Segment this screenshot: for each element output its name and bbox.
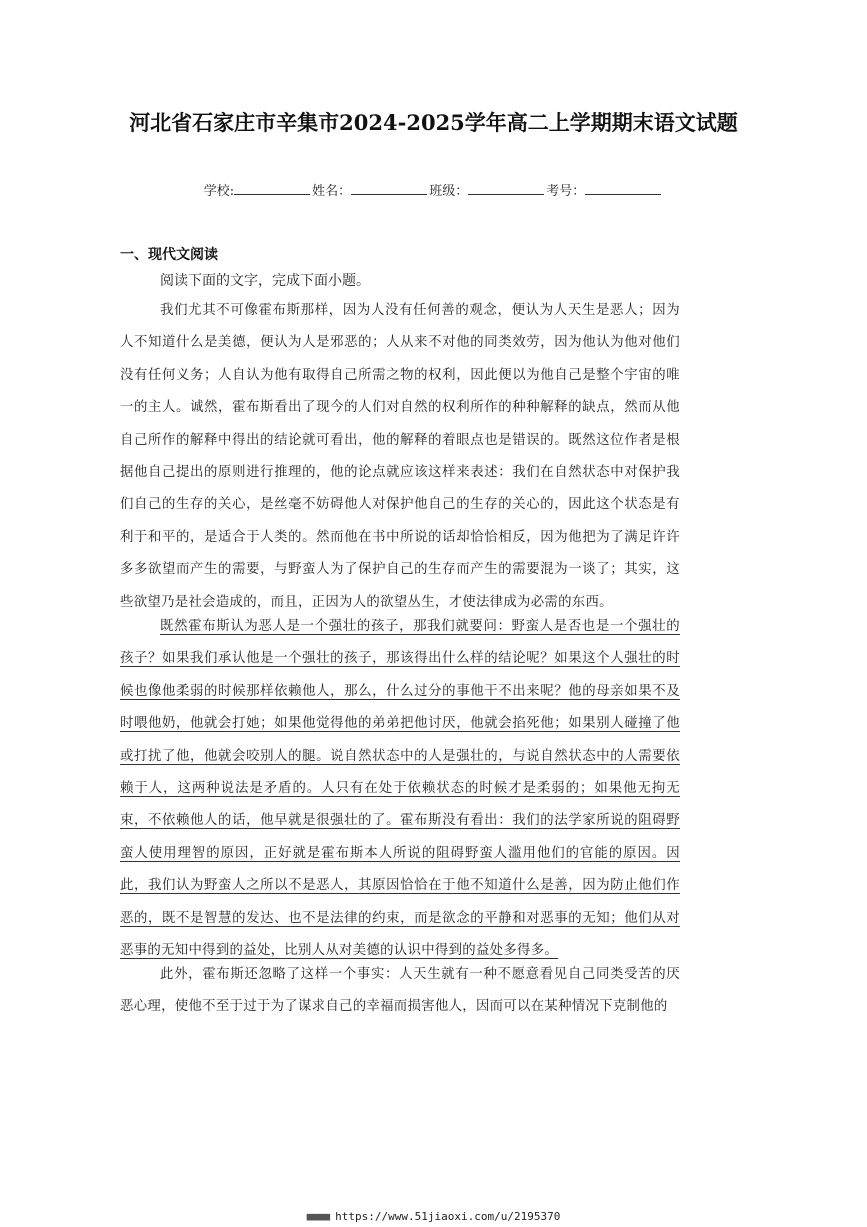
student-info-line bbox=[0, 180, 867, 199]
underlined-passage: 既然霍布斯认为恶人是一个强壮的孩子，那我们就要问：野蛮人是否也是一个强壮的孩子？如果我们承认他是一个强壮的孩子，那该得出什么样的结论呢？如果这个人强壮的时候也像他柔弱的时候那样依赖他人，那么，什么过分的事他干不出来呢？他的母亲如果不及时喂他奶，他就会打她；如果他觉得他的弟弟把他讨厌，他就会掐死他；如果别人碰撞了他或打扰了他，他就会咬别人的腿。说自然状态中的人是强壮的，与说自然状态中的人需要依赖于人，这两种说法是矛盾的。人只有在处于依赖状态的时候才是柔弱的；如果他无拘无束，不依赖他人的话，他早就是很强壮的了。霍布斯没有看出：我们的法学家所说的阻碍野蛮人使用理智的原因，正好就是霍布斯本人所说的阻碍野蛮人滥用他们的官能的原因。因此，我们认为野蛮人之所以不是恶人，其原因恰恰在于他不知道什么是善，因为防止他们作恶的，既不是智慧的发达、也不是法律的约束，而是欲念的平静和对恶事的无知；他们从对恶事的无知中得到的益处，比别人从对美德的认识中得到的益处多得多。 bbox=[120, 619, 680, 959]
class-blank[interactable] bbox=[468, 182, 544, 195]
exam-no-label: 考号： bbox=[546, 184, 586, 199]
class-label: 班级： bbox=[429, 184, 469, 199]
name-label: 姓名： bbox=[312, 184, 352, 199]
reading-instruction: 阅读下面的文字，完成下面小题。 bbox=[160, 273, 370, 289]
exam-no-blank[interactable] bbox=[585, 182, 661, 195]
page-footer bbox=[0, 1210, 867, 1223]
paragraph-2-underlined bbox=[120, 611, 680, 967]
school-blank[interactable] bbox=[234, 182, 310, 195]
paragraph-1: 我们尤其不可像霍布斯那样，因为人没有任何善的观念，便认为人天生是恶人；因为人不知道什么是美德，便认为人是邪恶的；人从来不对他的同类效劳，因为他认为他对他们没有任何义务；人自认为他有取得自己所需之物的权利，因此便以为他自己是整个宇宙的唯一的主人。诚然，霍布斯看出了现今的人们对自然的权利所作的种种解释的缺点，然而从他自己所作的解释中得出的结论就可看出，他的解释的着眼点也是错误的。既然这位作者是根据他自己提出的原则进行推理的，他的论点就应该这样来表述：我们在自然状态中对保护我们自己的生存的关心，是丝毫不妨碍他人对保护他自己的生存的关心的，因此这个状态是有利于和平的，是适合于人类的。然而他在书中所说的话却恰恰相反，因为他把为了满足许许多多欲望而产生的需要，与野蛮人为了保护自己的生存而产生的需要混为一谈了；其实，这些欲望乃是社会造成的，而且，正因为人的欲望丛生，才使法律成为必需的东西。 bbox=[120, 303, 680, 610]
school-label: 学校: bbox=[203, 184, 235, 199]
footer-url[interactable]: https://www.51jiaoxi.com/u/2195370 bbox=[335, 1210, 561, 1223]
paragraph-3: 此外，霍布斯还忽略了这样一个事实：人天生就有一种不愿意看见自己同类受苦的厌恶心理，使他不至于过于为了谋求自己的幸福而损害他人，因而可以在某种情况下克制他的 bbox=[120, 967, 680, 1015]
section-heading: 一、现代文阅读 bbox=[120, 247, 218, 263]
footer-logo-marks: ■■■■ bbox=[306, 1210, 330, 1223]
document-title: 河北省石家庄市辛集市2024-2025学年高二上学期期末语文试题 bbox=[129, 110, 738, 135]
name-blank[interactable] bbox=[351, 182, 427, 195]
